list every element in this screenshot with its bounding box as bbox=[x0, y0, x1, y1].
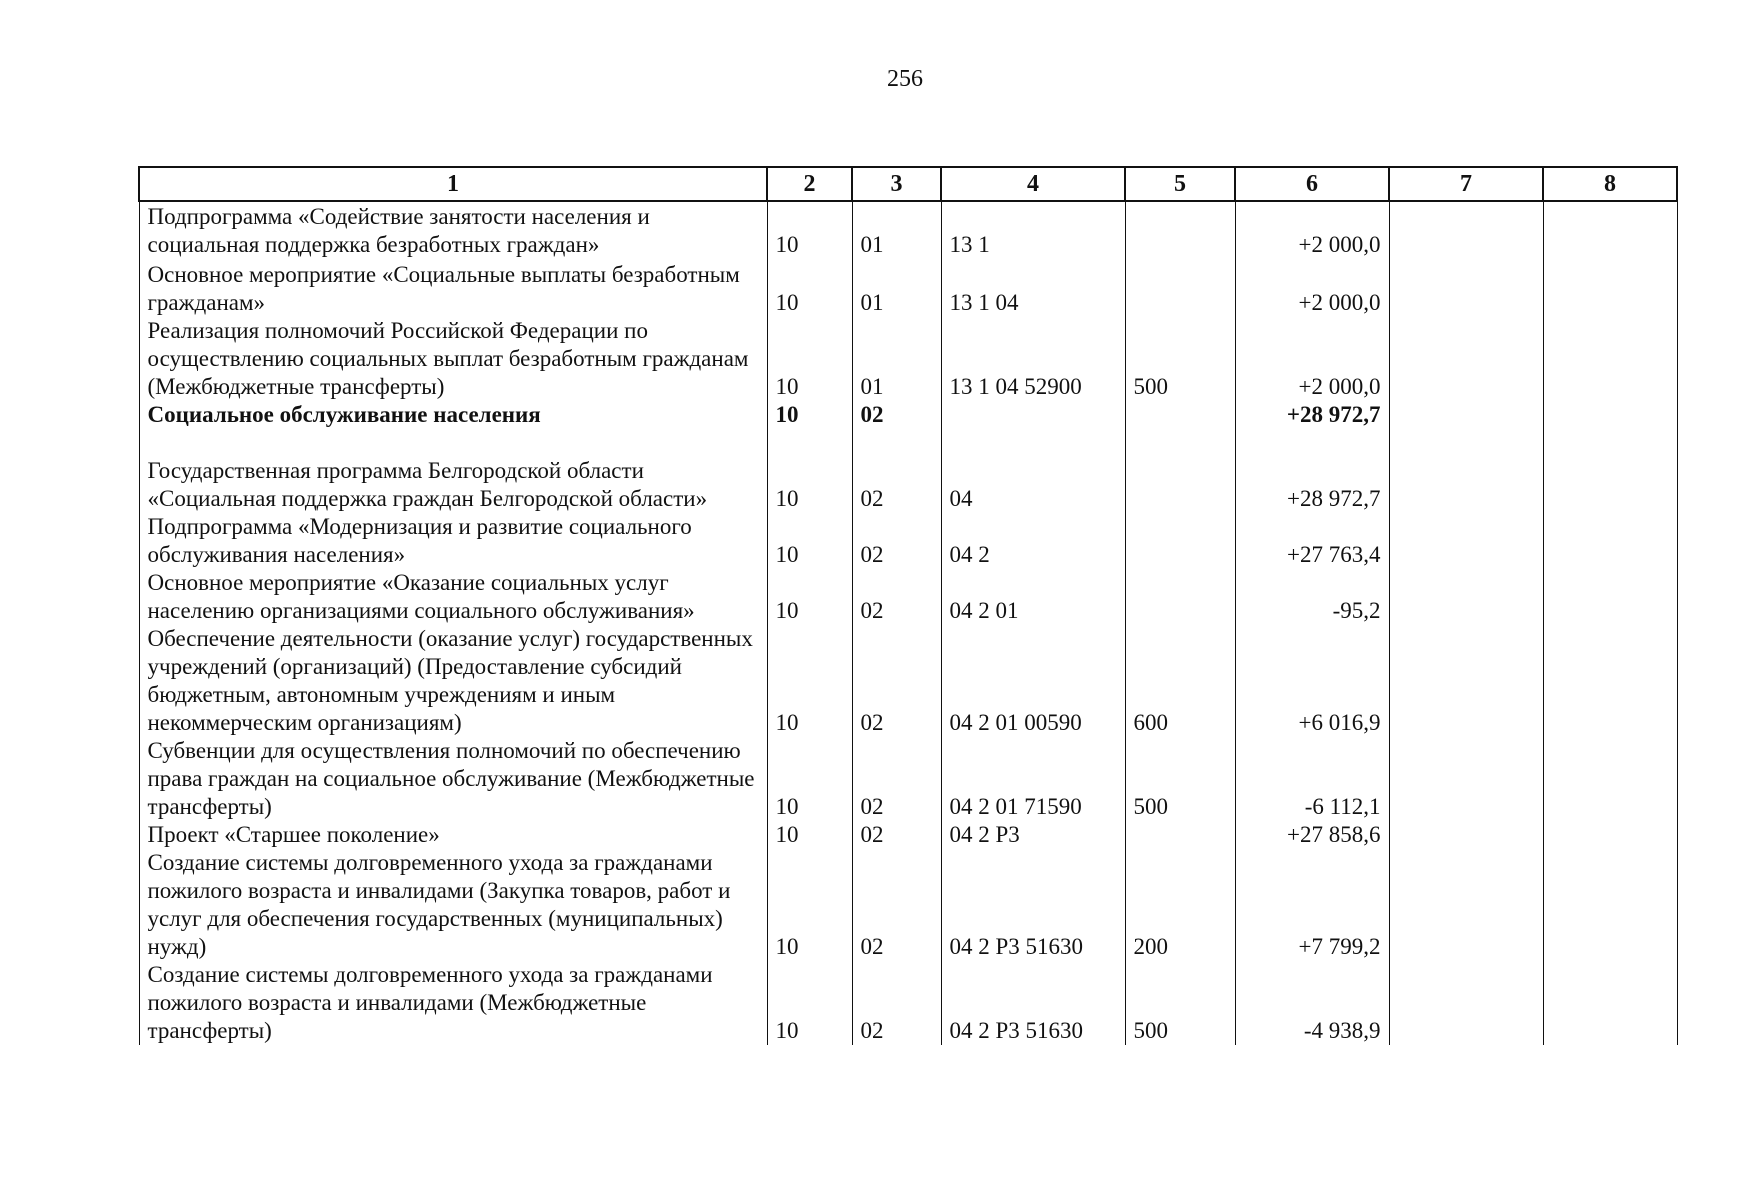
row-target-code: 04 2 01 bbox=[941, 569, 1125, 625]
row-col8 bbox=[1543, 569, 1677, 625]
row-col7 bbox=[1389, 259, 1543, 317]
row-name: Создание системы долговременного ухода за гражданами пожилого возраста и инвалидами (Закупка товаров, работ и услуг для обеспечения государственных (муниципальных) нужд) bbox=[139, 849, 767, 961]
row-expense-type bbox=[1125, 401, 1235, 429]
row-expense-type: 500 bbox=[1125, 961, 1235, 1045]
header-row bbox=[139, 167, 1677, 201]
row-subsection: 02 bbox=[852, 961, 941, 1045]
row-col8 bbox=[1543, 513, 1677, 569]
row-amount: +28 972,7 bbox=[1235, 401, 1389, 429]
row-section: 10 bbox=[767, 625, 852, 737]
row-name: Создание системы долговременного ухода за гражданами пожилого возраста и инвалидами (Межбюджетные трансферты) bbox=[139, 961, 767, 1045]
table-row bbox=[139, 317, 1677, 401]
table-row bbox=[139, 849, 1677, 961]
row-col8 bbox=[1543, 625, 1677, 737]
row-subsection: 02 bbox=[852, 849, 941, 961]
table-row bbox=[139, 513, 1677, 569]
row-amount: +28 972,7 bbox=[1235, 429, 1389, 513]
table-row bbox=[139, 429, 1677, 513]
row-col8 bbox=[1543, 317, 1677, 401]
row-target-code: 04 2 Р3 bbox=[941, 821, 1125, 849]
row-name: Социальное обслуживание населения bbox=[139, 401, 767, 429]
table-row bbox=[139, 961, 1677, 1045]
row-target-code: 04 2 01 71590 bbox=[941, 737, 1125, 821]
row-subsection: 02 bbox=[852, 401, 941, 429]
row-col7 bbox=[1389, 429, 1543, 513]
row-expense-type: 500 bbox=[1125, 737, 1235, 821]
row-target-code: 13 1 04 52900 bbox=[941, 317, 1125, 401]
row-name: Подпрограмма «Содействие занятости населения и социальная поддержка безработных граждан» bbox=[139, 201, 767, 259]
row-amount: +2 000,0 bbox=[1235, 259, 1389, 317]
row-amount: +7 799,2 bbox=[1235, 849, 1389, 961]
row-name: Государственная программа Белгородской области «Социальная поддержка граждан Белгородской области» bbox=[139, 429, 767, 513]
table-row bbox=[139, 401, 1677, 429]
row-amount: -95,2 bbox=[1235, 569, 1389, 625]
page-number: 256 bbox=[887, 66, 923, 92]
row-section: 10 bbox=[767, 513, 852, 569]
row-amount: +2 000,0 bbox=[1235, 201, 1389, 259]
row-expense-type bbox=[1125, 201, 1235, 259]
row-amount: +6 016,9 bbox=[1235, 625, 1389, 737]
row-col8 bbox=[1543, 821, 1677, 849]
table-row bbox=[139, 821, 1677, 849]
row-col7 bbox=[1389, 513, 1543, 569]
row-expense-type bbox=[1125, 821, 1235, 849]
row-section: 10 bbox=[767, 569, 852, 625]
row-col8 bbox=[1543, 259, 1677, 317]
row-col7 bbox=[1389, 625, 1543, 737]
column-header-6: 6 bbox=[1235, 167, 1389, 201]
column-header-4: 4 bbox=[941, 167, 1125, 201]
row-name: Основное мероприятие «Социальные выплаты безработным гражданам» bbox=[139, 259, 767, 317]
row-section: 10 bbox=[767, 401, 852, 429]
row-col7 bbox=[1389, 961, 1543, 1045]
row-amount: +27 858,6 bbox=[1235, 821, 1389, 849]
row-expense-type bbox=[1125, 513, 1235, 569]
row-target-code bbox=[941, 401, 1125, 429]
row-col7 bbox=[1389, 401, 1543, 429]
row-section: 10 bbox=[767, 961, 852, 1045]
row-subsection: 02 bbox=[852, 625, 941, 737]
row-name: Реализация полномочий Российской Федерации по осуществлению социальных выплат безработным гражданам (Межбюджетные трансферты) bbox=[139, 317, 767, 401]
row-col7 bbox=[1389, 569, 1543, 625]
column-header-5: 5 bbox=[1125, 167, 1235, 201]
row-target-code: 04 2 bbox=[941, 513, 1125, 569]
row-section: 10 bbox=[767, 737, 852, 821]
row-col7 bbox=[1389, 201, 1543, 259]
row-subsection: 02 bbox=[852, 821, 941, 849]
table-row bbox=[139, 259, 1677, 317]
row-subsection: 01 bbox=[852, 317, 941, 401]
row-col8 bbox=[1543, 201, 1677, 259]
column-header-1: 1 bbox=[139, 167, 767, 201]
table-row bbox=[139, 569, 1677, 625]
column-header-2: 2 bbox=[767, 167, 852, 201]
row-subsection: 01 bbox=[852, 259, 941, 317]
row-section: 10 bbox=[767, 849, 852, 961]
row-col7 bbox=[1389, 317, 1543, 401]
row-subsection: 02 bbox=[852, 513, 941, 569]
row-section: 10 bbox=[767, 201, 852, 259]
row-col8 bbox=[1543, 961, 1677, 1045]
row-section: 10 bbox=[767, 259, 852, 317]
row-target-code: 04 2 01 00590 bbox=[941, 625, 1125, 737]
row-name: Подпрограмма «Модернизация и развитие социального обслуживания населения» bbox=[139, 513, 767, 569]
row-col7 bbox=[1389, 737, 1543, 821]
row-section: 10 bbox=[767, 429, 852, 513]
row-subsection: 02 bbox=[852, 569, 941, 625]
table-body bbox=[139, 201, 1677, 1045]
row-section: 10 bbox=[767, 821, 852, 849]
row-amount: -4 938,9 bbox=[1235, 961, 1389, 1045]
row-col7 bbox=[1389, 821, 1543, 849]
row-section: 10 bbox=[767, 317, 852, 401]
budget-table bbox=[138, 166, 1678, 1045]
row-name: Основное мероприятие «Оказание социальных услуг населению организациями социального обслуживания» bbox=[139, 569, 767, 625]
row-subsection: 02 bbox=[852, 429, 941, 513]
row-col8 bbox=[1543, 849, 1677, 961]
row-name: Проект «Старшее поколение» bbox=[139, 821, 767, 849]
row-target-code: 04 bbox=[941, 429, 1125, 513]
row-expense-type bbox=[1125, 569, 1235, 625]
column-header-3: 3 bbox=[852, 167, 941, 201]
row-expense-type: 500 bbox=[1125, 317, 1235, 401]
row-expense-type: 600 bbox=[1125, 625, 1235, 737]
row-col7 bbox=[1389, 849, 1543, 961]
row-target-code: 04 2 Р3 51630 bbox=[941, 849, 1125, 961]
row-target-code: 13 1 04 bbox=[941, 259, 1125, 317]
row-col8 bbox=[1543, 737, 1677, 821]
row-expense-type: 200 bbox=[1125, 849, 1235, 961]
column-header-7: 7 bbox=[1389, 167, 1543, 201]
column-header-8: 8 bbox=[1543, 167, 1677, 201]
table-row bbox=[139, 201, 1677, 259]
row-col8 bbox=[1543, 401, 1677, 429]
row-expense-type bbox=[1125, 259, 1235, 317]
row-subsection: 01 bbox=[852, 201, 941, 259]
row-amount: +27 763,4 bbox=[1235, 513, 1389, 569]
row-target-code: 13 1 bbox=[941, 201, 1125, 259]
row-name: Обеспечение деятельности (оказание услуг) государственных учреждений (организаций) (Предоставление субсидий бюджетным, автономным учреждениям и иным некоммерческим организациям) bbox=[139, 625, 767, 737]
row-name: Субвенции для осуществления полномочий по обеспечению права граждан на социальное обслуживание (Межбюджетные трансферты) bbox=[139, 737, 767, 821]
row-col8 bbox=[1543, 429, 1677, 513]
row-target-code: 04 2 Р3 51630 bbox=[941, 961, 1125, 1045]
table-row bbox=[139, 625, 1677, 737]
row-subsection: 02 bbox=[852, 737, 941, 821]
row-expense-type bbox=[1125, 429, 1235, 513]
table-row bbox=[139, 737, 1677, 821]
row-amount: +2 000,0 bbox=[1235, 317, 1389, 401]
row-amount: -6 112,1 bbox=[1235, 737, 1389, 821]
